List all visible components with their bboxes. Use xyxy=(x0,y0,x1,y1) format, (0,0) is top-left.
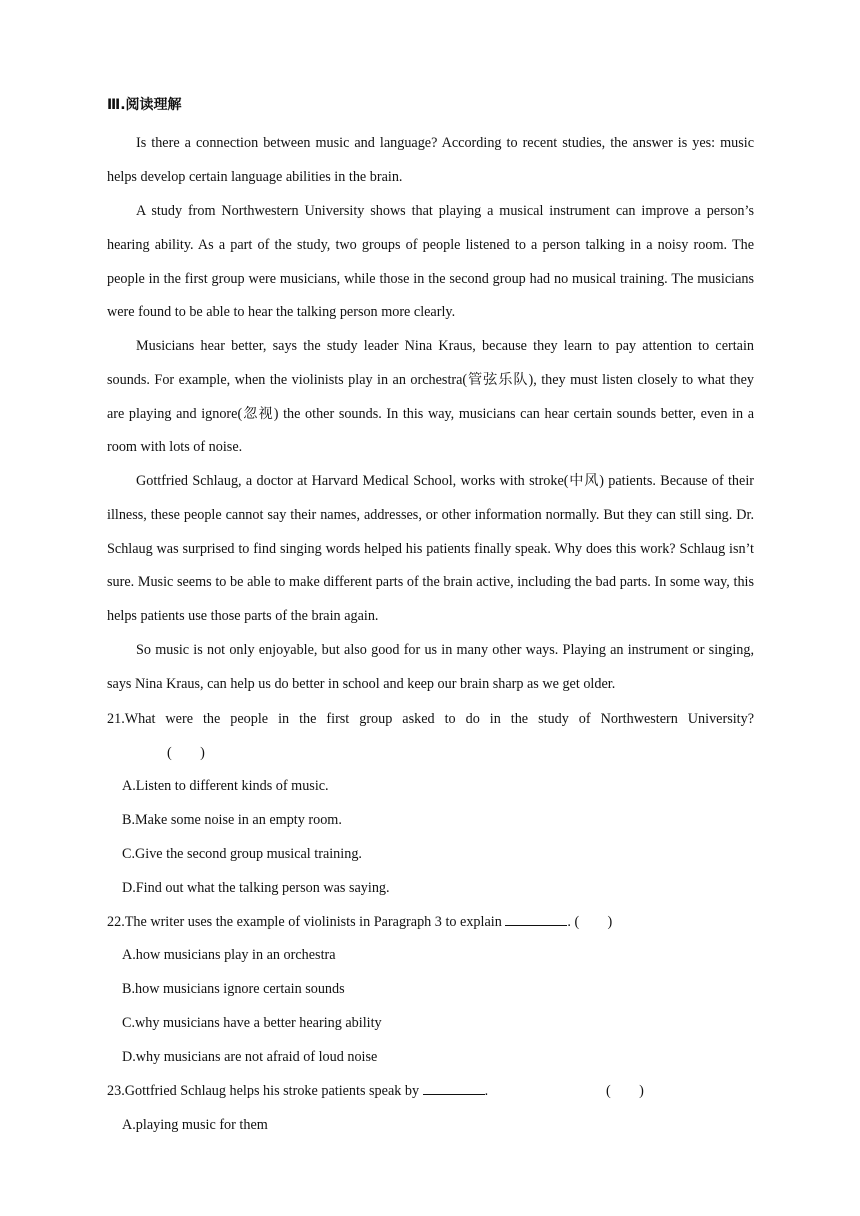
question-21-option-a: A.Listen to different kinds of music. xyxy=(122,778,329,794)
question-22-stem xyxy=(107,912,754,932)
passage-paragraph-5: So music is not only enjoyable, but also good for us in many other ways. Playing an instrument or singing, says Nina Kraus, can help us do better in school and keep our brain sharp as we get older. xyxy=(107,642,754,692)
question-23-stem-text: 23.Gottfried Schlaug helps his stroke patients speak by xyxy=(107,1083,420,1099)
passage-paragraph-1: Is there a connection between music and language? According to recent studies, the answer is yes: music helps develop certain language abilities in the brain. xyxy=(107,135,754,185)
question-22-option-d: D.why musicians are not afraid of loud noise xyxy=(122,1049,378,1065)
answer-blank xyxy=(423,1082,485,1095)
question-22-stem-period: . xyxy=(567,914,571,930)
question-21-stem: 21.What were the people in the first group asked to do in the study of Northwestern University? xyxy=(107,711,754,727)
passage-paragraph-3: Musicians hear better, says the study leader Nina Kraus, because they learn to pay attention to certain sounds. For example, when the violinists play in an orchestra(管弦乐队), they must listen closely to what they are playing and ignore(忽视) the other sounds. In this way, musicians can hear certain sounds better, even in a room with lots of noise. xyxy=(107,338,754,456)
question-21-option-d: D.Find out what the talking person was saying. xyxy=(122,880,390,896)
passage-paragraph-4: Gottfried Schlaug, a doctor at Harvard Medical School, works with stroke(中风) patients. Because of their illness, these people cannot say their names, addresses, or other information normally. But they can still sing. Dr. Schlaug was surprised to find singing words helped his patients finally speak. Why does this work? Schlaug isn’t sure. Music seems to be able to make different parts of the brain active, including the bad parts. In some way, this helps patients use those parts of the brain again. xyxy=(107,473,754,625)
passage-paragraph-2: A study from Northwestern University shows that playing a musical instrument can improve a person’s hearing ability. As a part of the study, two groups of people listened to a person talking in a noisy room. The people in the first group were musicians, while those in the second group had no musical training. The musicians were found to be able to hear the talking person more clearly. xyxy=(107,203,754,321)
answer-blank xyxy=(505,913,567,926)
question-21-answer-paren: ( ) xyxy=(167,745,205,761)
question-23-option-a: A.playing music for them xyxy=(122,1117,268,1133)
section-title: Ⅲ.阅读理解 xyxy=(107,97,182,113)
question-22-option-a: A.how musicians play in an orchestra xyxy=(122,947,336,963)
question-23-stem-period: . xyxy=(484,1083,489,1099)
question-21-option-b: B.Make some noise in an empty room. xyxy=(122,812,342,828)
question-22-option-c: C.why musicians have a better hearing ability xyxy=(122,1015,382,1031)
question-21-option-c: C.Give the second group musical training. xyxy=(122,846,362,862)
question-22-answer-paren: ( ) xyxy=(574,914,613,930)
question-23-answer-paren: ( ) xyxy=(606,1083,644,1099)
question-22-stem-text: 22.The writer uses the example of violinists in Paragraph 3 to explain xyxy=(107,914,502,930)
question-22-option-b: B.how musicians ignore certain sounds xyxy=(122,981,345,997)
